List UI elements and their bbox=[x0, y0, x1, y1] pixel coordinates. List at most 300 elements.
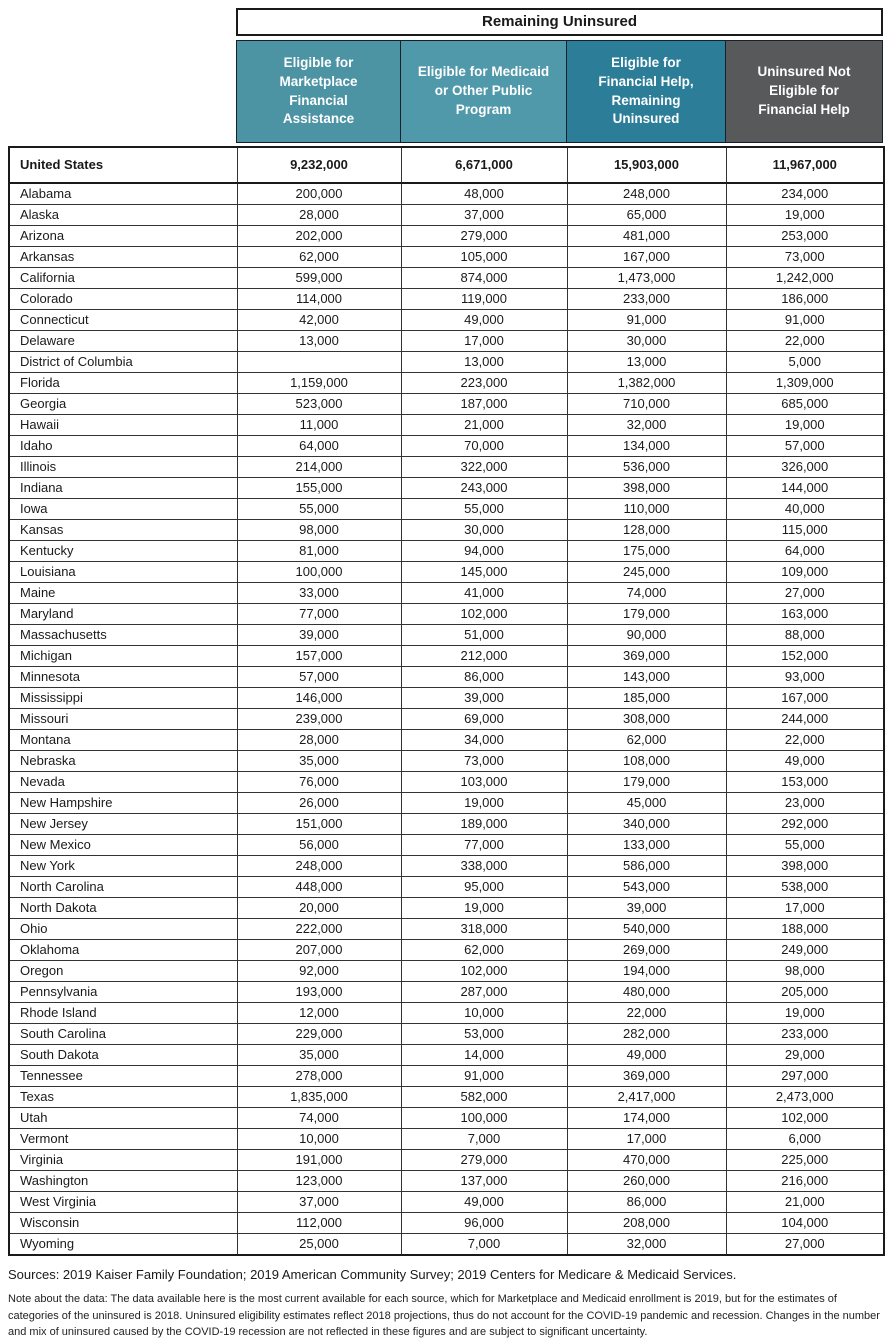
state-name-cell: West Virginia bbox=[9, 1192, 237, 1213]
value-cell: 167,000 bbox=[567, 247, 726, 268]
column-header-medicaid-public: Eligible for Medicaid or Other Public Program bbox=[401, 41, 567, 142]
state-name-cell: Nebraska bbox=[9, 751, 237, 772]
value-cell: 119,000 bbox=[401, 289, 567, 310]
value-cell: 22,000 bbox=[726, 730, 884, 751]
value-cell: 249,000 bbox=[726, 940, 884, 961]
value-cell: 28,000 bbox=[237, 730, 401, 751]
state-name-cell: Alaska bbox=[9, 205, 237, 226]
value-cell: 12,000 bbox=[237, 1003, 401, 1024]
value-cell: 102,000 bbox=[401, 604, 567, 625]
state-name-cell: Iowa bbox=[9, 499, 237, 520]
state-name-cell: Michigan bbox=[9, 646, 237, 667]
value-cell: 279,000 bbox=[401, 1150, 567, 1171]
table-title: Remaining Uninsured bbox=[236, 8, 883, 36]
value-cell: 5,000 bbox=[726, 352, 884, 373]
total-value-cell: 9,232,000 bbox=[237, 147, 401, 183]
value-cell: 74,000 bbox=[567, 583, 726, 604]
value-cell: 114,000 bbox=[237, 289, 401, 310]
value-cell: 599,000 bbox=[237, 268, 401, 289]
value-cell: 94,000 bbox=[401, 541, 567, 562]
value-cell: 102,000 bbox=[401, 961, 567, 982]
value-cell: 369,000 bbox=[567, 646, 726, 667]
table-row bbox=[9, 646, 884, 667]
value-cell: 110,000 bbox=[567, 499, 726, 520]
value-cell: 322,000 bbox=[401, 457, 567, 478]
column-header-marketplace-assistance: Eligible for Marketplace Financial Assistance bbox=[237, 41, 401, 142]
value-cell: 55,000 bbox=[237, 499, 401, 520]
value-cell: 10,000 bbox=[401, 1003, 567, 1024]
value-cell: 19,000 bbox=[401, 793, 567, 814]
value-cell: 104,000 bbox=[726, 1213, 884, 1234]
table-row bbox=[9, 1066, 884, 1087]
value-cell: 234,000 bbox=[726, 183, 884, 205]
value-cell: 81,000 bbox=[237, 541, 401, 562]
value-cell: 74,000 bbox=[237, 1108, 401, 1129]
value-cell: 10,000 bbox=[237, 1129, 401, 1150]
state-name-cell: Missouri bbox=[9, 709, 237, 730]
value-cell: 179,000 bbox=[567, 604, 726, 625]
value-cell: 1,242,000 bbox=[726, 268, 884, 289]
corner-spacer bbox=[8, 8, 236, 143]
value-cell: 32,000 bbox=[567, 415, 726, 436]
value-cell: 128,000 bbox=[567, 520, 726, 541]
value-cell: 19,000 bbox=[726, 1003, 884, 1024]
value-cell: 57,000 bbox=[237, 667, 401, 688]
state-name-cell: Virginia bbox=[9, 1150, 237, 1171]
table-row bbox=[9, 331, 884, 352]
table-row bbox=[9, 982, 884, 1003]
table-row bbox=[9, 898, 884, 919]
value-cell: 245,000 bbox=[567, 562, 726, 583]
value-cell: 29,000 bbox=[726, 1045, 884, 1066]
value-cell: 17,000 bbox=[401, 331, 567, 352]
state-name-cell: Vermont bbox=[9, 1129, 237, 1150]
state-name-cell: Rhode Island bbox=[9, 1003, 237, 1024]
table-row bbox=[9, 183, 884, 205]
value-cell: 338,000 bbox=[401, 856, 567, 877]
state-name-cell: New Mexico bbox=[9, 835, 237, 856]
table-row bbox=[9, 478, 884, 499]
value-cell: 49,000 bbox=[567, 1045, 726, 1066]
state-name-cell: Maryland bbox=[9, 604, 237, 625]
value-cell: 13,000 bbox=[567, 352, 726, 373]
value-cell: 25,000 bbox=[237, 1234, 401, 1256]
table-row bbox=[9, 520, 884, 541]
uninsured-table bbox=[8, 146, 885, 1256]
value-cell: 287,000 bbox=[401, 982, 567, 1003]
table-row bbox=[9, 1087, 884, 1108]
value-cell: 49,000 bbox=[726, 751, 884, 772]
value-cell: 179,000 bbox=[567, 772, 726, 793]
value-cell: 538,000 bbox=[726, 877, 884, 898]
value-cell: 39,000 bbox=[237, 625, 401, 646]
value-cell: 1,835,000 bbox=[237, 1087, 401, 1108]
state-name-cell: North Carolina bbox=[9, 877, 237, 898]
value-cell: 582,000 bbox=[401, 1087, 567, 1108]
value-cell: 37,000 bbox=[401, 205, 567, 226]
value-cell: 144,000 bbox=[726, 478, 884, 499]
value-cell: 6,000 bbox=[726, 1129, 884, 1150]
value-cell: 874,000 bbox=[401, 268, 567, 289]
table-row bbox=[9, 625, 884, 646]
value-cell: 90,000 bbox=[567, 625, 726, 646]
table-row bbox=[9, 436, 884, 457]
value-cell: 62,000 bbox=[401, 940, 567, 961]
state-name-cell: Alabama bbox=[9, 183, 237, 205]
value-cell: 105,000 bbox=[401, 247, 567, 268]
table-row bbox=[9, 373, 884, 394]
table-header bbox=[0, 8, 891, 143]
value-cell: 34,000 bbox=[401, 730, 567, 751]
value-cell: 32,000 bbox=[567, 1234, 726, 1256]
state-name-cell: Nevada bbox=[9, 772, 237, 793]
value-cell: 73,000 bbox=[726, 247, 884, 268]
value-cell: 48,000 bbox=[401, 183, 567, 205]
value-cell: 51,000 bbox=[401, 625, 567, 646]
value-cell: 26,000 bbox=[237, 793, 401, 814]
value-cell: 37,000 bbox=[237, 1192, 401, 1213]
table-row bbox=[9, 919, 884, 940]
state-name-cell: Mississippi bbox=[9, 688, 237, 709]
value-cell: 70,000 bbox=[401, 436, 567, 457]
table-row bbox=[9, 1003, 884, 1024]
value-cell: 146,000 bbox=[237, 688, 401, 709]
value-cell: 223,000 bbox=[401, 373, 567, 394]
total-value-cell: 6,671,000 bbox=[401, 147, 567, 183]
value-cell: 56,000 bbox=[237, 835, 401, 856]
value-cell: 205,000 bbox=[726, 982, 884, 1003]
value-cell: 239,000 bbox=[237, 709, 401, 730]
value-cell: 194,000 bbox=[567, 961, 726, 982]
value-cell: 28,000 bbox=[237, 205, 401, 226]
value-cell: 151,000 bbox=[237, 814, 401, 835]
value-cell: 153,000 bbox=[726, 772, 884, 793]
value-cell: 279,000 bbox=[401, 226, 567, 247]
value-cell: 152,000 bbox=[726, 646, 884, 667]
state-name-cell: Hawaii bbox=[9, 415, 237, 436]
value-cell: 22,000 bbox=[567, 1003, 726, 1024]
table-row bbox=[9, 1234, 884, 1256]
table-row bbox=[9, 772, 884, 793]
table-row bbox=[9, 1024, 884, 1045]
state-name-cell: Ohio bbox=[9, 919, 237, 940]
value-cell bbox=[237, 352, 401, 373]
value-cell: 49,000 bbox=[401, 1192, 567, 1213]
table-row bbox=[9, 394, 884, 415]
state-name-cell: North Dakota bbox=[9, 898, 237, 919]
value-cell: 186,000 bbox=[726, 289, 884, 310]
table-row bbox=[9, 310, 884, 331]
value-cell: 248,000 bbox=[237, 856, 401, 877]
value-cell: 586,000 bbox=[567, 856, 726, 877]
value-cell: 133,000 bbox=[567, 835, 726, 856]
value-cell: 33,000 bbox=[237, 583, 401, 604]
value-cell: 11,000 bbox=[237, 415, 401, 436]
table-row bbox=[9, 814, 884, 835]
value-cell: 278,000 bbox=[237, 1066, 401, 1087]
value-cell: 64,000 bbox=[726, 541, 884, 562]
table-row bbox=[9, 961, 884, 982]
value-cell: 21,000 bbox=[401, 415, 567, 436]
value-cell: 297,000 bbox=[726, 1066, 884, 1087]
value-cell: 143,000 bbox=[567, 667, 726, 688]
value-cell: 540,000 bbox=[567, 919, 726, 940]
state-name-cell: Delaware bbox=[9, 331, 237, 352]
value-cell: 200,000 bbox=[237, 183, 401, 205]
table-row bbox=[9, 352, 884, 373]
value-cell: 229,000 bbox=[237, 1024, 401, 1045]
value-cell: 19,000 bbox=[401, 898, 567, 919]
value-cell: 57,000 bbox=[726, 436, 884, 457]
value-cell: 93,000 bbox=[726, 667, 884, 688]
state-name-cell: Arkansas bbox=[9, 247, 237, 268]
value-cell: 543,000 bbox=[567, 877, 726, 898]
value-cell: 40,000 bbox=[726, 499, 884, 520]
table-row bbox=[9, 604, 884, 625]
value-cell: 369,000 bbox=[567, 1066, 726, 1087]
value-cell: 88,000 bbox=[726, 625, 884, 646]
state-name-cell: Tennessee bbox=[9, 1066, 237, 1087]
state-name-cell: Washington bbox=[9, 1171, 237, 1192]
state-name-cell: Oklahoma bbox=[9, 940, 237, 961]
value-cell: 134,000 bbox=[567, 436, 726, 457]
value-cell: 208,000 bbox=[567, 1213, 726, 1234]
value-cell: 64,000 bbox=[237, 436, 401, 457]
value-cell: 481,000 bbox=[567, 226, 726, 247]
value-cell: 282,000 bbox=[567, 1024, 726, 1045]
state-name-cell: Wisconsin bbox=[9, 1213, 237, 1234]
value-cell: 685,000 bbox=[726, 394, 884, 415]
state-name-cell: Massachusetts bbox=[9, 625, 237, 646]
value-cell: 27,000 bbox=[726, 1234, 884, 1256]
value-cell: 145,000 bbox=[401, 562, 567, 583]
value-cell: 23,000 bbox=[726, 793, 884, 814]
state-name-cell: Minnesota bbox=[9, 667, 237, 688]
value-cell: 35,000 bbox=[237, 1045, 401, 1066]
value-cell: 163,000 bbox=[726, 604, 884, 625]
state-name-cell: South Carolina bbox=[9, 1024, 237, 1045]
value-cell: 13,000 bbox=[237, 331, 401, 352]
value-cell: 98,000 bbox=[726, 961, 884, 982]
value-cell: 167,000 bbox=[726, 688, 884, 709]
value-cell: 340,000 bbox=[567, 814, 726, 835]
state-name-cell: Indiana bbox=[9, 478, 237, 499]
table-row bbox=[9, 793, 884, 814]
value-cell: 175,000 bbox=[567, 541, 726, 562]
table-row bbox=[9, 835, 884, 856]
state-name-cell: Connecticut bbox=[9, 310, 237, 331]
value-cell: 187,000 bbox=[401, 394, 567, 415]
state-name-cell: New York bbox=[9, 856, 237, 877]
value-cell: 308,000 bbox=[567, 709, 726, 730]
table-row bbox=[9, 268, 884, 289]
table-row bbox=[9, 730, 884, 751]
value-cell: 326,000 bbox=[726, 457, 884, 478]
state-name-cell: California bbox=[9, 268, 237, 289]
table-row bbox=[9, 1045, 884, 1066]
value-cell: 7,000 bbox=[401, 1129, 567, 1150]
value-cell: 318,000 bbox=[401, 919, 567, 940]
note-text: Note about the data: The data available here is the most current available for each source, which for Marketplace and Medicaid enrollment is 2019, but for the estimates of categories of the uninsured is 2018. Uninsured eligibility estimates reflect 2018 projections, thus do not account for the COVID-19 pandemic and recession. Changes in the number and mix of uninsured caused by the COVID-19 recession are not reflected in these figures and are subject to significant uncertainty. bbox=[8, 1293, 880, 1338]
value-cell: 55,000 bbox=[726, 835, 884, 856]
value-cell: 42,000 bbox=[237, 310, 401, 331]
value-cell: 91,000 bbox=[567, 310, 726, 331]
value-cell: 710,000 bbox=[567, 394, 726, 415]
table-row bbox=[9, 1108, 884, 1129]
value-cell: 108,000 bbox=[567, 751, 726, 772]
value-cell: 123,000 bbox=[237, 1171, 401, 1192]
value-cell: 269,000 bbox=[567, 940, 726, 961]
state-name-cell: Illinois bbox=[9, 457, 237, 478]
total-row-label: United States bbox=[9, 147, 237, 183]
state-name-cell: New Hampshire bbox=[9, 793, 237, 814]
state-name-cell: Texas bbox=[9, 1087, 237, 1108]
value-cell: 102,000 bbox=[726, 1108, 884, 1129]
value-cell: 14,000 bbox=[401, 1045, 567, 1066]
value-cell: 65,000 bbox=[567, 205, 726, 226]
value-cell: 39,000 bbox=[567, 898, 726, 919]
value-cell: 62,000 bbox=[237, 247, 401, 268]
value-cell: 1,159,000 bbox=[237, 373, 401, 394]
value-cell: 19,000 bbox=[726, 415, 884, 436]
table-row bbox=[9, 415, 884, 436]
value-cell: 202,000 bbox=[237, 226, 401, 247]
value-cell: 77,000 bbox=[237, 604, 401, 625]
value-cell: 112,000 bbox=[237, 1213, 401, 1234]
value-cell: 20,000 bbox=[237, 898, 401, 919]
state-name-cell: Louisiana bbox=[9, 562, 237, 583]
table-row bbox=[9, 247, 884, 268]
value-cell: 448,000 bbox=[237, 877, 401, 898]
state-name-cell: Arizona bbox=[9, 226, 237, 247]
state-name-cell: Idaho bbox=[9, 436, 237, 457]
value-cell: 1,309,000 bbox=[726, 373, 884, 394]
value-cell: 91,000 bbox=[726, 310, 884, 331]
value-cell: 30,000 bbox=[401, 520, 567, 541]
state-name-cell: Maine bbox=[9, 583, 237, 604]
table-row bbox=[9, 1129, 884, 1150]
value-cell: 225,000 bbox=[726, 1150, 884, 1171]
table-row bbox=[9, 877, 884, 898]
value-cell: 222,000 bbox=[237, 919, 401, 940]
total-value-cell: 15,903,000 bbox=[567, 147, 726, 183]
state-name-cell: Kansas bbox=[9, 520, 237, 541]
value-cell: 189,000 bbox=[401, 814, 567, 835]
table-row bbox=[9, 583, 884, 604]
value-cell: 35,000 bbox=[237, 751, 401, 772]
value-cell: 260,000 bbox=[567, 1171, 726, 1192]
table-row bbox=[9, 499, 884, 520]
table-row bbox=[9, 562, 884, 583]
column-header-financial-help: Eligible for Financial Help, Remaining Uninsured bbox=[567, 41, 726, 142]
value-cell: 207,000 bbox=[237, 940, 401, 961]
table-row bbox=[9, 1171, 884, 1192]
column-header-not-eligible: Uninsured Not Eligible for Financial Help bbox=[726, 41, 882, 142]
value-cell: 21,000 bbox=[726, 1192, 884, 1213]
sources-text: Sources: 2019 Kaiser Family Foundation; 2019 American Community Survey; 2019 Centers for Medicare & Medicaid Services. bbox=[8, 1267, 737, 1282]
value-cell: 137,000 bbox=[401, 1171, 567, 1192]
value-cell: 188,000 bbox=[726, 919, 884, 940]
value-cell: 13,000 bbox=[401, 352, 567, 373]
value-cell: 292,000 bbox=[726, 814, 884, 835]
value-cell: 212,000 bbox=[401, 646, 567, 667]
value-cell: 2,473,000 bbox=[726, 1087, 884, 1108]
table-row bbox=[9, 205, 884, 226]
value-cell: 398,000 bbox=[567, 478, 726, 499]
value-cell: 7,000 bbox=[401, 1234, 567, 1256]
header-right bbox=[236, 8, 883, 143]
value-cell: 22,000 bbox=[726, 331, 884, 352]
value-cell: 76,000 bbox=[237, 772, 401, 793]
value-cell: 17,000 bbox=[567, 1129, 726, 1150]
total-value-cell: 11,967,000 bbox=[726, 147, 884, 183]
value-cell: 86,000 bbox=[567, 1192, 726, 1213]
value-cell: 103,000 bbox=[401, 772, 567, 793]
value-cell: 155,000 bbox=[237, 478, 401, 499]
value-cell: 17,000 bbox=[726, 898, 884, 919]
value-cell: 193,000 bbox=[237, 982, 401, 1003]
value-cell: 115,000 bbox=[726, 520, 884, 541]
value-cell: 214,000 bbox=[237, 457, 401, 478]
table-row bbox=[9, 856, 884, 877]
value-cell: 1,473,000 bbox=[567, 268, 726, 289]
state-name-cell: Colorado bbox=[9, 289, 237, 310]
table-row bbox=[9, 1192, 884, 1213]
value-cell: 39,000 bbox=[401, 688, 567, 709]
value-cell: 233,000 bbox=[726, 1024, 884, 1045]
total-row bbox=[9, 147, 884, 183]
table-row bbox=[9, 751, 884, 772]
value-cell: 100,000 bbox=[237, 562, 401, 583]
value-cell: 248,000 bbox=[567, 183, 726, 205]
value-cell: 55,000 bbox=[401, 499, 567, 520]
value-cell: 41,000 bbox=[401, 583, 567, 604]
state-name-cell: Wyoming bbox=[9, 1234, 237, 1256]
value-cell: 98,000 bbox=[237, 520, 401, 541]
value-cell: 92,000 bbox=[237, 961, 401, 982]
table-row bbox=[9, 940, 884, 961]
value-cell: 216,000 bbox=[726, 1171, 884, 1192]
state-name-cell: New Jersey bbox=[9, 814, 237, 835]
table-row bbox=[9, 541, 884, 562]
value-cell: 96,000 bbox=[401, 1213, 567, 1234]
value-cell: 243,000 bbox=[401, 478, 567, 499]
value-cell: 73,000 bbox=[401, 751, 567, 772]
value-cell: 523,000 bbox=[237, 394, 401, 415]
table-row bbox=[9, 667, 884, 688]
table-row bbox=[9, 688, 884, 709]
value-cell: 536,000 bbox=[567, 457, 726, 478]
state-name-cell: Kentucky bbox=[9, 541, 237, 562]
value-cell: 1,382,000 bbox=[567, 373, 726, 394]
value-cell: 174,000 bbox=[567, 1108, 726, 1129]
value-cell: 30,000 bbox=[567, 331, 726, 352]
value-cell: 233,000 bbox=[567, 289, 726, 310]
table-row bbox=[9, 1213, 884, 1234]
value-cell: 2,417,000 bbox=[567, 1087, 726, 1108]
state-name-cell: South Dakota bbox=[9, 1045, 237, 1066]
value-cell: 62,000 bbox=[567, 730, 726, 751]
value-cell: 157,000 bbox=[237, 646, 401, 667]
value-cell: 480,000 bbox=[567, 982, 726, 1003]
table-row bbox=[9, 457, 884, 478]
value-cell: 191,000 bbox=[237, 1150, 401, 1171]
table-row bbox=[9, 709, 884, 730]
value-cell: 100,000 bbox=[401, 1108, 567, 1129]
value-cell: 86,000 bbox=[401, 667, 567, 688]
table-row bbox=[9, 226, 884, 247]
state-name-cell: Pennsylvania bbox=[9, 982, 237, 1003]
